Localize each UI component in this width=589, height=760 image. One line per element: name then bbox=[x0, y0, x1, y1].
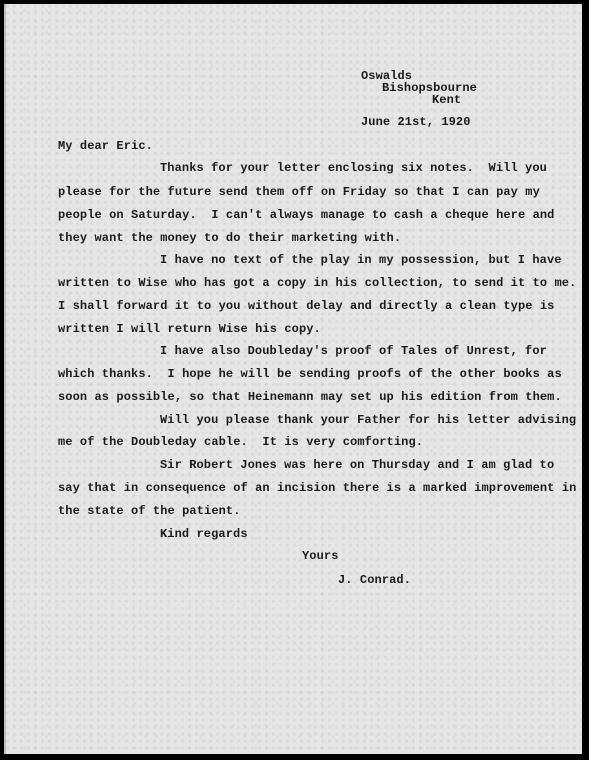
body-line: they want the money to do their marketing with. bbox=[58, 231, 402, 245]
address-line-3: Kent bbox=[432, 93, 462, 107]
letter-page bbox=[4, 4, 582, 754]
body-line: Will you please thank your Father for his letter advising bbox=[160, 413, 577, 427]
body-line: written to Wise who has got a copy in his collection, to send it to me. bbox=[58, 276, 577, 290]
body-line: I have also Doubleday's proof of Tales of Unrest, for bbox=[160, 344, 547, 358]
body-line: I shall forward it to you without delay and directly a clean type is bbox=[58, 299, 555, 313]
body-line: Thanks for your letter enclosing six notes. Will you bbox=[160, 161, 547, 175]
body-line: which thanks. I hope he will be sending proofs of the other books as bbox=[58, 367, 562, 381]
body-line: written I will return Wise his copy. bbox=[58, 322, 321, 336]
address-line-1: Oswalds bbox=[361, 69, 413, 83]
closing: Kind regards bbox=[160, 527, 248, 541]
body-line: the state of the patient. bbox=[58, 504, 241, 518]
body-line: please for the future send them off on Friday so that I can pay my bbox=[58, 185, 540, 199]
body-line: people on Saturday. I can't always manage to cash a cheque here and bbox=[58, 208, 555, 222]
yours: Yours bbox=[302, 549, 339, 563]
body-line: Sir Robert Jones was here on Thursday and I am glad to bbox=[160, 458, 555, 472]
body-line: me of the Doubleday cable. It is very comforting. bbox=[58, 435, 424, 449]
body-line: say that in consequence of an incision there is a marked improvement in bbox=[58, 481, 577, 495]
body-line: soon as possible, so that Heinemann may set up his edition from them. bbox=[58, 390, 562, 404]
body-line: I have no text of the play in my possession, but I have bbox=[160, 253, 562, 267]
letter-date: June 21st, 1920 bbox=[361, 115, 471, 129]
address-line-2: Bishopsbourne bbox=[382, 81, 477, 95]
salutation: My dear Eric. bbox=[58, 139, 153, 153]
signature: J. Conrad. bbox=[338, 573, 412, 587]
